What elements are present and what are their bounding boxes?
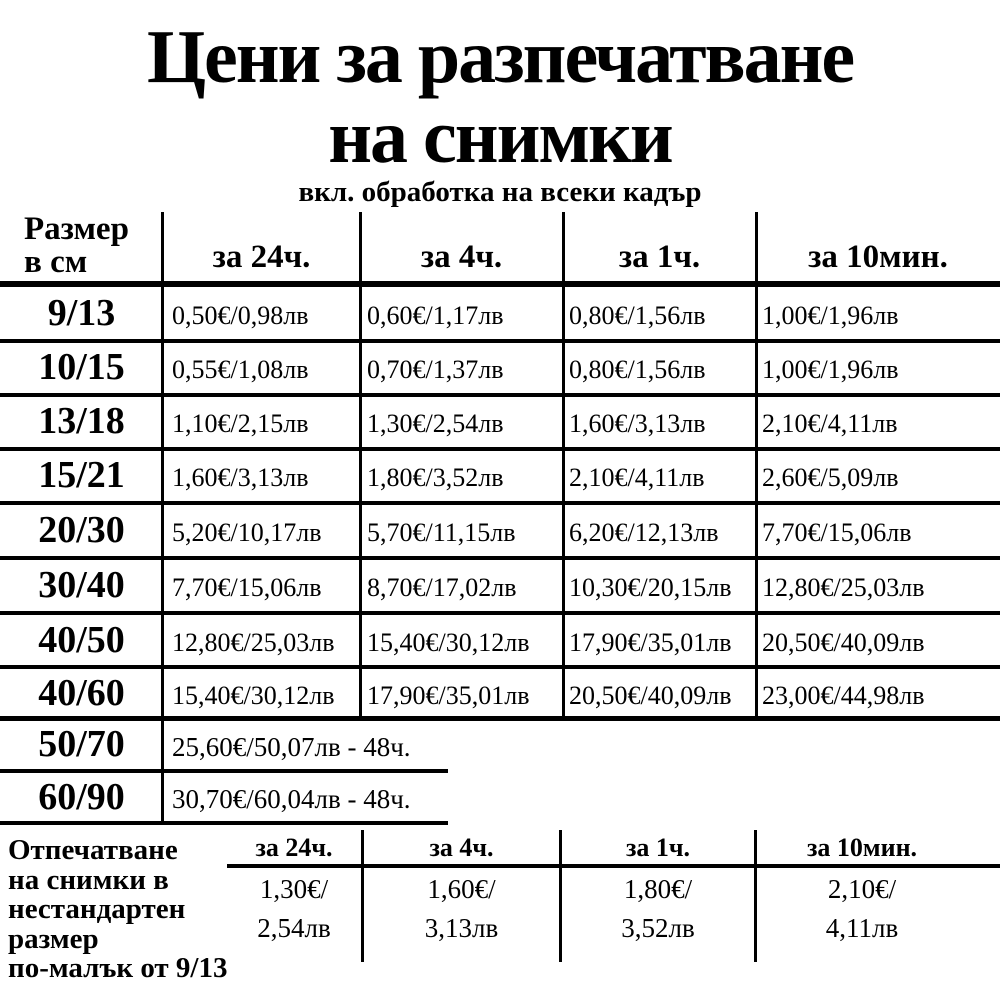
header-col-10min: за 10мин. (808, 239, 948, 275)
size-cell: 40/50 (38, 619, 125, 661)
row-divider (0, 716, 1000, 721)
custom-price-eur: 1,60€/ (427, 873, 496, 904)
price-cell: 0,70€/1,37лв (367, 355, 504, 384)
column-divider (755, 212, 758, 717)
price-cell: 12,80€/25,03лв (172, 628, 335, 657)
price-cell: 1,80€/3,52лв (367, 463, 504, 492)
size-cell: 40/60 (38, 671, 125, 714)
price-cell: 17,90€/35,01лв (569, 628, 732, 657)
row-divider (0, 556, 1000, 560)
table-row (0, 341, 1000, 393)
header-size-label (24, 213, 129, 279)
page-title-line2: на снимки (328, 95, 672, 179)
table-row (0, 558, 1000, 611)
custom-size-label-line: по-малък от 9/13 (8, 952, 228, 984)
page-subtitle: вкл. обработка на всеки кадър (298, 176, 702, 208)
price-cell: 7,70€/15,06лв (762, 517, 912, 547)
header-size-line2: в см (24, 244, 88, 280)
row-divider (0, 611, 1000, 615)
price-cell: 23,00€/44,98лв (762, 680, 925, 710)
price-cell: 8,70€/17,02лв (367, 572, 517, 602)
row-divider-partial (0, 769, 448, 773)
row-divider (0, 665, 1000, 669)
price-cell: 5,20€/10,17лв (172, 517, 322, 547)
price-cell: 30,70€/60,04лв - 48ч. (172, 784, 411, 814)
column-divider (562, 212, 565, 717)
custom-header-col-1h: за 1ч. (625, 832, 691, 862)
table-row (0, 503, 1000, 556)
row-divider (0, 339, 1000, 343)
custom-column-divider (559, 830, 562, 962)
custom-size-label-line: размер (8, 922, 99, 955)
row-divider (0, 393, 1000, 397)
price-cell: 0,80€/1,56лв (569, 355, 706, 384)
custom-size-label (8, 836, 227, 984)
size-cell: 50/70 (38, 723, 125, 765)
price-cell: 0,55€/1,08лв (172, 355, 309, 384)
size-cell: 30/40 (38, 563, 125, 606)
price-cell: 0,50€/0,98лв (172, 301, 309, 330)
price-cell: 2,60€/5,09лв (762, 463, 899, 492)
size-cell: 20/30 (38, 508, 125, 551)
table-row-wide (0, 719, 1000, 769)
row-divider-partial (0, 821, 448, 825)
header-size-line1: Размер (24, 211, 129, 247)
custom-header-divider (227, 864, 1000, 868)
custom-price-lv: 3,52лв (621, 912, 695, 943)
custom-size-label-line: на снимки в (8, 863, 169, 896)
price-cell: 17,90€/35,01лв (367, 680, 530, 710)
table-row (0, 449, 1000, 501)
custom-size-label-line: Отпечатване (8, 834, 178, 866)
header-col-1h: за 1ч. (618, 239, 701, 275)
custom-price-eur: 1,30€/ (259, 873, 329, 904)
custom-price-eur: 2,10€/ (827, 873, 897, 904)
price-cell: 1,60€/3,13лв (172, 463, 309, 492)
custom-price-eur: 1,80€/ (623, 873, 693, 904)
price-cell: 0,80€/1,56лв (569, 301, 706, 330)
custom-price-lv: 3,13лв (424, 912, 499, 943)
header-divider (0, 281, 1000, 287)
header-col-4h: за 4ч. (420, 239, 503, 275)
price-cell: 7,70€/15,06лв (172, 572, 322, 602)
price-cell: 1,10€/2,15лв (172, 409, 309, 438)
size-cell: 13/18 (38, 400, 125, 442)
price-cell: 15,40€/30,12лв (172, 680, 335, 710)
price-cell: 12,80€/25,03лв (762, 572, 925, 602)
custom-header-col-24h: за 24ч. (255, 832, 333, 862)
size-cell: 10/15 (38, 346, 125, 388)
table-row (0, 615, 1000, 665)
custom-price-lv: 4,11лв (825, 912, 899, 943)
price-cell: 1,60€/3,13лв (569, 409, 706, 438)
custom-column-divider (754, 830, 757, 962)
custom-column-divider (361, 830, 364, 962)
price-cell: 1,00€/1,96лв (762, 355, 899, 384)
price-cell: 0,60€/1,17лв (367, 301, 504, 330)
custom-price-lv: 2,54лв (257, 912, 331, 943)
price-cell: 6,20€/12,13лв (569, 517, 719, 547)
header-col-24h: за 24ч. (212, 239, 311, 275)
page-title-line1: Цени за разпечатване (146, 15, 854, 99)
price-cell: 1,30€/2,54лв (367, 409, 504, 438)
size-cell: 15/21 (38, 454, 125, 496)
price-cell: 2,10€/4,11лв (569, 463, 705, 492)
price-cell: 5,70€/11,15лв (367, 517, 516, 547)
column-divider (161, 212, 164, 822)
custom-header-col-10min: за 10мин. (806, 832, 918, 862)
size-cell: 9/13 (47, 292, 116, 334)
price-cell: 2,10€/4,11лв (762, 409, 898, 438)
price-cell: 1,00€/1,96лв (762, 301, 899, 330)
price-cell: 10,30€/20,15лв (569, 572, 732, 602)
custom-header-col-4h: за 4ч. (429, 832, 494, 862)
price-cell: 20,50€/40,09лв (762, 628, 925, 657)
table-row (0, 669, 1000, 716)
price-cell: 25,60€/50,07лв - 48ч. (172, 731, 411, 762)
table-row (0, 395, 1000, 447)
price-cell: 20,50€/40,09лв (569, 680, 732, 710)
table-row (0, 287, 1000, 339)
table-row-wide (0, 772, 1000, 821)
custom-size-label-line: нестандартен (8, 893, 186, 925)
row-divider (0, 447, 1000, 451)
price-cell: 15,40€/30,12лв (367, 628, 530, 657)
size-cell: 60/90 (38, 775, 125, 818)
row-divider (0, 501, 1000, 505)
column-divider (359, 212, 362, 717)
